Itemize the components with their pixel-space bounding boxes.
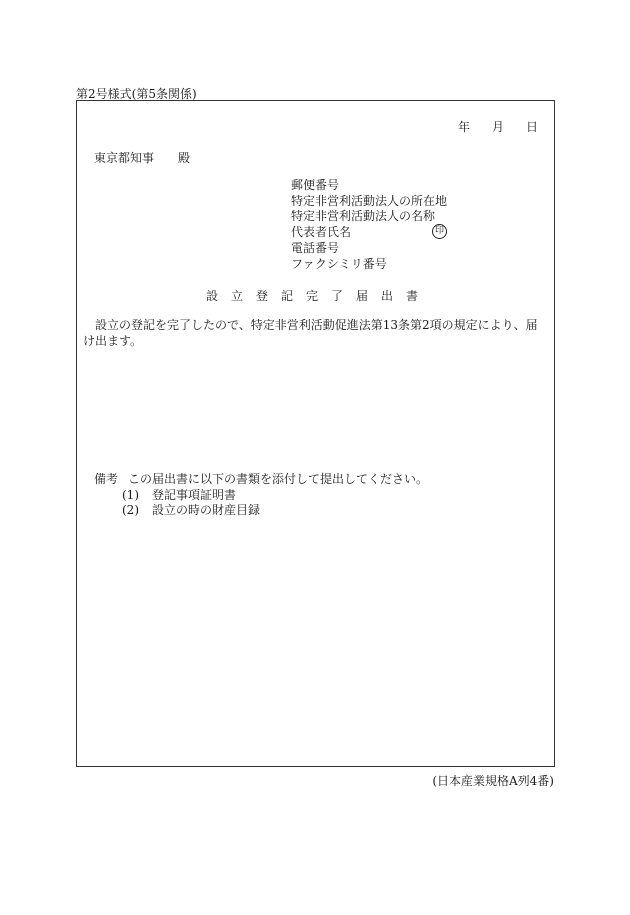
corporation-name-label: 特定非営利活動法人の名称 bbox=[291, 209, 436, 224]
addressee-honorific: 殿 bbox=[178, 151, 191, 165]
phone-number-label: 電話番号 bbox=[291, 240, 340, 255]
date-line bbox=[458, 118, 538, 135]
date-year-label: 年 bbox=[457, 120, 470, 134]
representative-name-label: 代表者氏名 bbox=[291, 225, 352, 240]
remarks-heading bbox=[94, 472, 428, 488]
document-title: 設立登記完了届出書 bbox=[205, 289, 431, 303]
remarks-text: この届出書に以下の書類を添付して提出してください。 bbox=[128, 472, 429, 486]
list-item-text: 設立の時の財産目録 bbox=[152, 503, 261, 517]
list-item-number: (2) bbox=[122, 503, 139, 517]
list-item bbox=[94, 503, 428, 519]
remarks-label: 備考 bbox=[94, 472, 119, 486]
postal-code-label: 郵便番号 bbox=[291, 178, 340, 192]
seal-icon: 印 bbox=[432, 224, 447, 239]
notification-body: 設立の登記を完了したので、特定非営利活動促進法第13条第2項の規定により、届け出ます。 bbox=[83, 318, 538, 348]
corporation-address-label: 特定非営利活動法人の所在地 bbox=[291, 193, 448, 208]
form-frame bbox=[76, 100, 555, 767]
list-item bbox=[94, 488, 428, 504]
remarks-section bbox=[94, 472, 428, 519]
date-month-label: 月 bbox=[491, 120, 504, 134]
applicant-block bbox=[291, 178, 447, 272]
addressee-name: 東京都知事 bbox=[94, 151, 155, 165]
fax-number-label: ファクシミリ番号 bbox=[291, 256, 387, 271]
paper-size-note: (日本産業規格A列4番) bbox=[432, 774, 554, 788]
list-item-number: (1) bbox=[122, 487, 139, 502]
representative-name-row bbox=[291, 225, 447, 241]
form-number: 第2号様式(第5条関係) bbox=[76, 87, 197, 101]
list-item-text: 登記事項証明書 bbox=[152, 487, 237, 502]
date-day-label: 日 bbox=[525, 120, 538, 134]
addressee bbox=[94, 149, 190, 166]
